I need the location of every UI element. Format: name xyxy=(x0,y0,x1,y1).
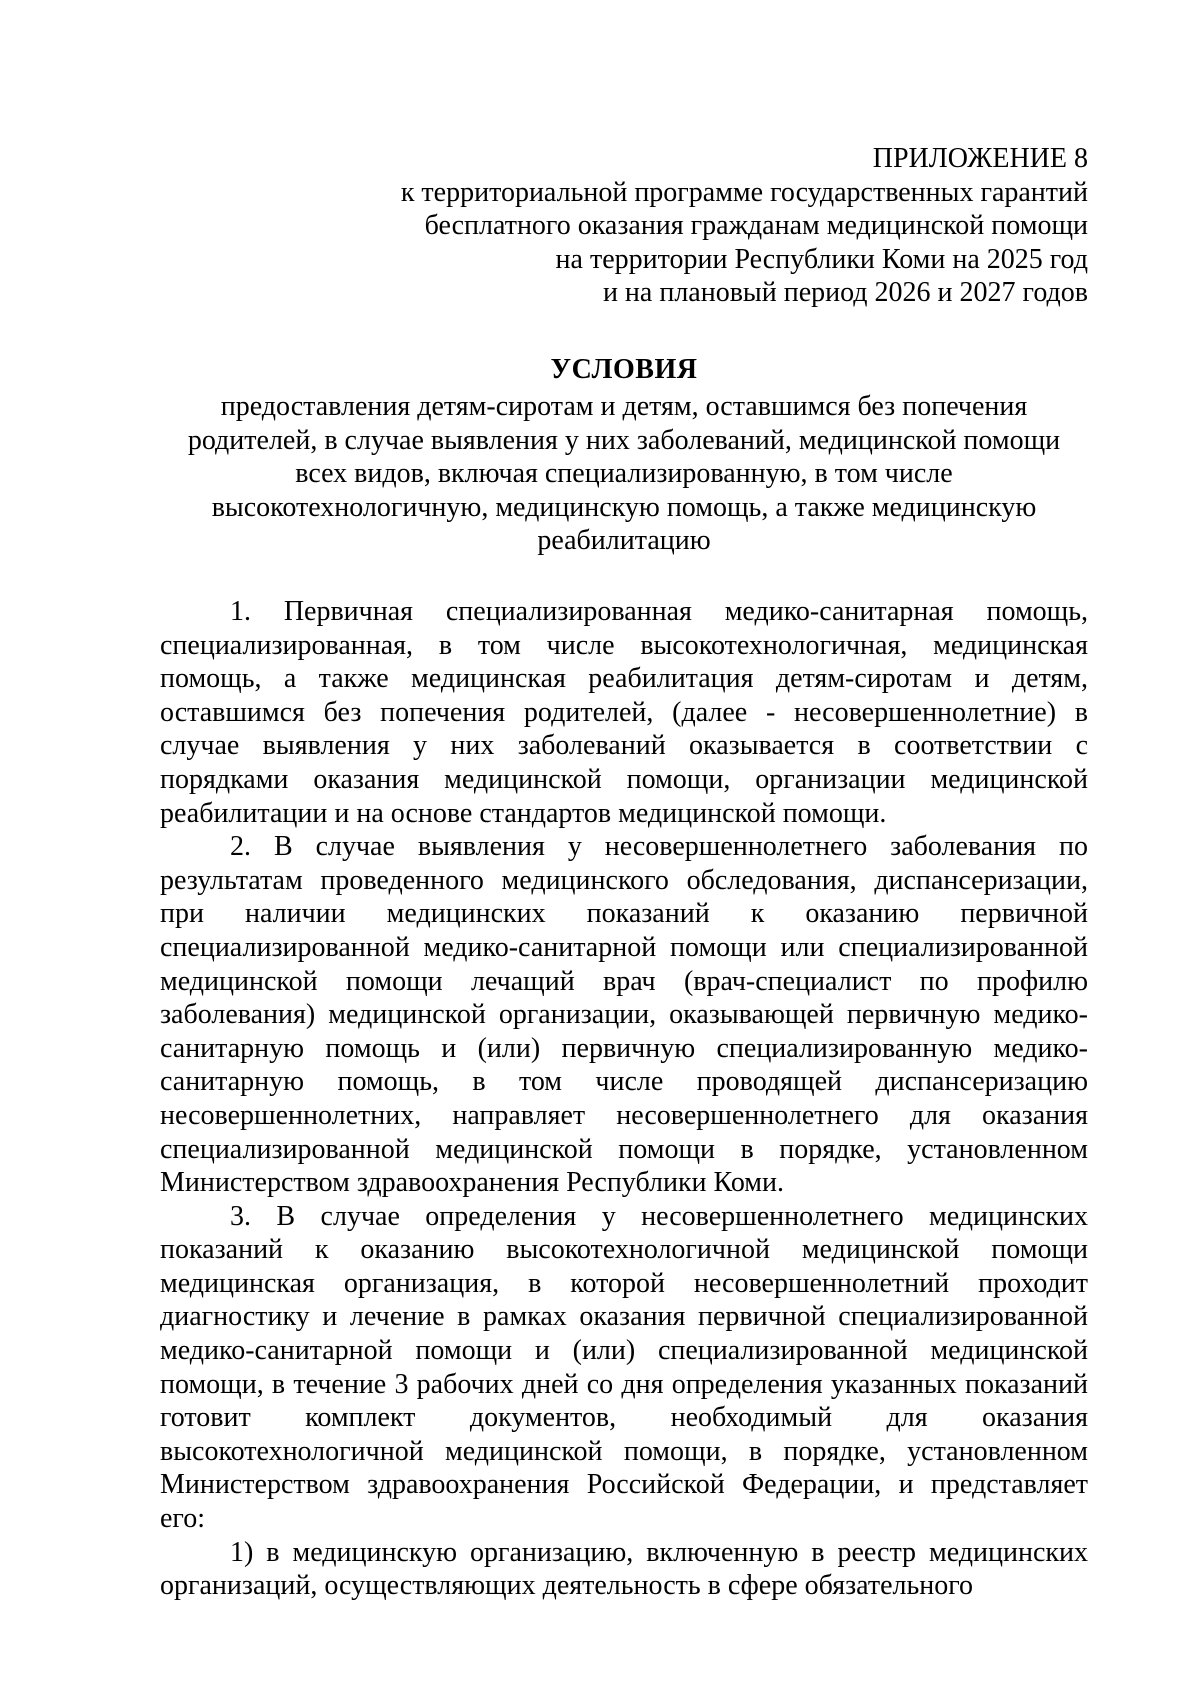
document-subtitle xyxy=(160,390,1088,558)
appendix-line: на территории Республики Коми на 2025 год xyxy=(555,243,1088,275)
document-title: УСЛОВИЯ xyxy=(550,354,698,385)
document-body xyxy=(160,595,1088,1603)
appendix-line: и на плановый период 2026 и 2027 годов xyxy=(602,277,1088,308)
title-block xyxy=(160,352,1088,558)
appendix-line: бесплатного оказания гражданам медицинской помощи xyxy=(424,210,1088,241)
paragraph-3-item-1: 1) в медицинскую организацию, включенную в реестр медицинских организаций, осуществляющих деятельность в сфере обязательного xyxy=(160,1536,1088,1602)
paragraph-1: 1. Первичная специализированная медико-санитарная помощь, специализированная, в том числе высокотехнологичная, медицинская помощь, а также медицинская реабилитация детям-сиротам и детям, оставшимся без попечения родителей, (далее - несовершеннолетние) в случае выявления у них заболеваний оказывается в соответствии с порядками оказания медицинской помощи, организации медицинской реабилитации и на основе стандартов медицинской помощи. xyxy=(160,596,1088,829)
subtitle-line: реабилитацию xyxy=(537,525,711,556)
appendix-number: ПРИЛОЖЕНИЕ 8 xyxy=(872,143,1088,174)
paragraph-2: 2. В случае выявления у несовершеннолетнего заболевания по результатам проведенного медицинского обследования, диспансеризации, при наличии медицинских показаний к оказанию первичной специализированной медико-санитарной помощи или специализированной медицинской помощи лечащий врач (врач-специалист по профилю заболевания) медицинской организации, оказывающей первичную медико-санитарную помощь и (или) первичную специализированную медико-санитарную помощь, в том числе проводящей диспансеризацию несовершеннолетних, направляет несовершеннолетнего для оказания специализированной медицинской помощи в порядке, установленном Министерством здравоохранения Республики Коми. xyxy=(160,831,1088,1199)
subtitle-line: высокотехнологичную, медицинскую помощь, а также медицинскую xyxy=(211,491,1037,523)
paragraph-3: 3. В случае определения у несовершеннолетнего медицинских показаний к оказанию высокотехнологичной медицинской помощи медицинская организация, в которой несовершеннолетний проходит диагностику и лечение в рамках оказания первичной специализированной медико-санитарной помощи и (или) специализированной медицинской помощи, в течение 3 рабочих дней со дня определения указанных показаний готовит комплект документов, необходимый для оказания высокотехнологичной медицинской помощи, в порядке, установленном Министерством здравоохранения Российской Федерации, и представляет его: xyxy=(160,1200,1088,1535)
appendix-header xyxy=(160,142,1088,310)
subtitle-line: всех видов, включая специализированную, в том числе xyxy=(295,458,953,489)
subtitle-line: родителей, в случае выявления у них заболеваний, медицинской помощи xyxy=(187,424,1061,456)
appendix-line: к территориальной программе государственных гарантий xyxy=(400,176,1088,208)
subtitle-line: предоставления детям-сиротам и детям, оставшимся без попечения xyxy=(220,391,1028,422)
